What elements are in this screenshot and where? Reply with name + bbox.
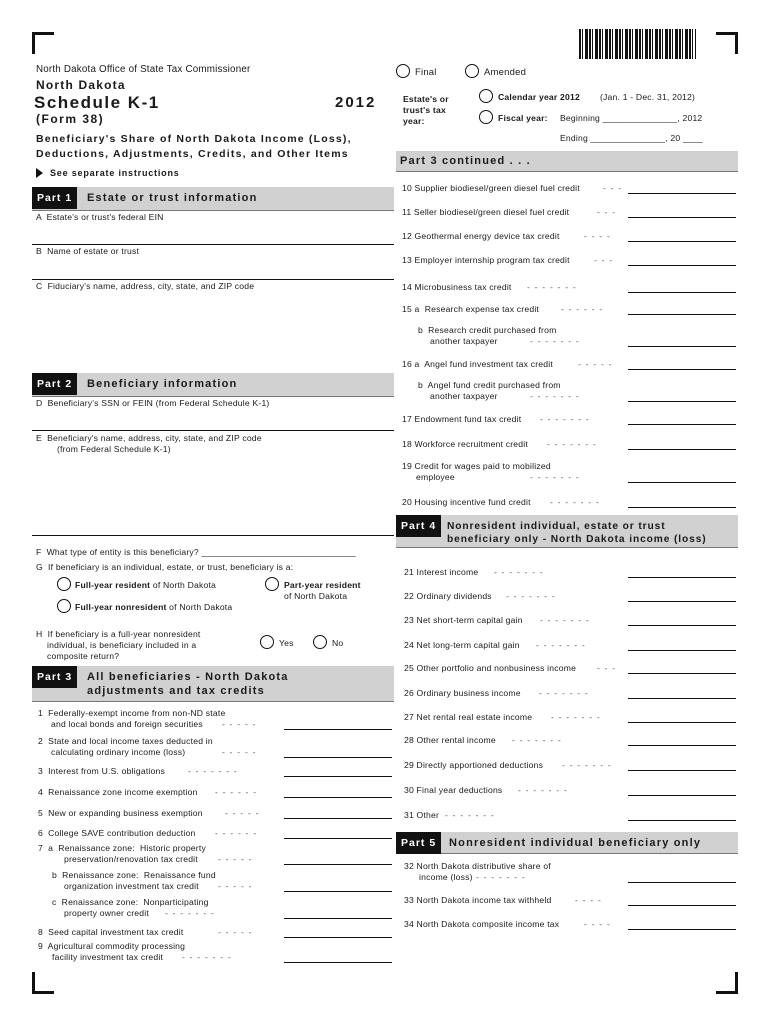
line-item-label: 11 Seller biodiesel/green diesel fuel credit [402,207,570,217]
leader-dots: - - - - - - - [536,640,586,650]
leader-dots: - - - - - - - [540,615,590,625]
tax-year-label-2: trust's tax [403,105,446,115]
amount-field[interactable] [628,722,736,723]
line-item-label: 19 Credit for wages paid to mobilized [402,461,551,471]
leader-dots: - - - [594,255,614,265]
line-item-label-continued: organization investment tax credit [64,881,199,891]
corner-mark-top-right [716,32,738,54]
amount-field[interactable] [284,838,392,839]
state-name: North Dakota [36,78,126,92]
amount-field[interactable] [628,625,736,626]
field-d-label: D Beneficiary's SSN or FEIN (from Federal Schedule K-1) [36,398,270,408]
corner-mark-top-left [32,32,54,54]
tax-year: 2012 [335,94,377,111]
barcode [579,29,696,59]
leader-dots: - - - [597,207,617,217]
leader-dots: - - - - - - - [530,336,580,346]
line-item-label: 8 Seed capital investment tax credit [38,927,184,937]
form-subtitle-1: Beneficiary's Share of North Dakota Income (Loss), [36,133,352,145]
amount-field[interactable] [628,820,736,821]
arrow-right-icon [36,168,43,178]
line-item-label-continued: another taxpayer [430,391,498,401]
amount-field[interactable] [628,577,736,578]
leader-dots: - - - - - - - [188,766,238,776]
amount-field[interactable] [628,698,736,699]
line-item-label-continued: calculating ordinary income (loss) [51,747,186,757]
line-item-label: b Research credit purchased from [418,325,557,335]
line-item-label-continued: employee [416,472,455,482]
field-c-label: C Fiduciary's name, address, city, state, and ZIP code [36,281,255,291]
amount-field[interactable] [284,918,392,919]
line-item-label: 25 Other portfolio and nonbusiness income [404,663,577,673]
leader-dots: - - - - - - - [530,391,580,401]
part4-title-1: Nonresident individual, estate or trust [447,521,666,532]
calendar-year-label: Calendar year 2012 [498,92,580,102]
composite-yes-radio[interactable] [260,635,274,649]
line-item-label: 17 Endowment fund tax credit [402,414,522,424]
leader-dots: - - - - - - - [547,439,597,449]
line-item-label-continued: another taxpayer [430,336,498,346]
line-item-label: 20 Housing incentive fund credit [402,497,531,507]
amount-field[interactable] [628,241,736,242]
leader-dots: - - - - - - - [550,497,600,507]
leader-dots: - - - - - - - [506,591,556,601]
amount-field[interactable] [628,369,736,370]
form-title: Schedule K-1 [34,93,160,112]
amount-field[interactable] [628,929,736,930]
part1-tag: Part 1 [32,187,77,209]
line-item-label: 13 Employer internship program tax credit [402,255,570,265]
corner-mark-bottom-right [716,972,738,994]
corner-mark-bottom-left [32,972,54,994]
full-year-resident-label [75,580,216,591]
line-item-label: 2 State and local income taxes deducted in [38,736,213,746]
final-radio[interactable] [396,64,410,78]
part-year-resident-label-2: of North Dakota [284,591,348,601]
composite-yes-label: Yes [279,638,294,648]
fiscal-beginning-field[interactable]: Beginning _______________, 2012 [560,113,703,123]
line-item-label: 23 Net short-term capital gain [404,615,523,625]
field-h-label-2: individual, is beneficiary included in a [47,640,197,650]
leader-dots: - - - - - - - [476,872,526,882]
line-item-label-continued: income (loss) [419,872,473,882]
amount-field[interactable] [284,818,392,819]
amount-field[interactable] [628,449,736,450]
line-item-label: 29 Directly apportioned deductions [404,760,544,770]
divider [32,430,394,431]
leader-dots: - - - - - - - [530,472,580,482]
part3-tag: Part 3 [32,666,77,688]
line-item-label: b Angel fund credit purchased from [418,380,561,390]
form-number: (Form 38) [36,112,105,126]
leader-dots: - - - - - - - [551,712,601,722]
line-item-label-continued: and local bonds and foreign securities [51,719,203,729]
leader-dots: - - - [603,183,623,193]
leader-dots: - - - - - [578,359,613,369]
amount-field[interactable] [628,650,736,651]
part3-title-1: All beneficiaries - North Dakota [87,671,289,683]
tax-year-label-1: Estate's or [403,94,449,104]
leader-dots: - - - - [584,919,612,929]
line-item-label-continued: facility investment tax credit [52,952,164,962]
amount-field[interactable] [628,292,736,293]
full-year-nonresident-radio[interactable] [57,599,71,613]
tax-year-label-3: year: [403,116,425,126]
amount-field[interactable] [628,673,736,674]
full-year-nonresident-label [75,602,232,613]
line-item-label-continued: preservation/renovation tax credit [64,854,198,864]
line-item-label: 27 Net rental real estate income [404,712,533,722]
leader-dots: - - - - - - [215,828,258,838]
full-year-resident-radio[interactable] [57,577,71,591]
line-item-label: 14 Microbusiness tax credit [402,282,512,292]
field-a-label: A Estate's or trust's federal EIN [36,212,164,222]
leader-dots: - - - - - - [215,787,258,797]
amount-field[interactable] [628,795,736,796]
field-h-label: H If beneficiary is a full-year nonresident [36,629,201,639]
divider [32,535,394,536]
amount-field[interactable] [284,891,392,892]
amount-field[interactable] [628,265,736,266]
field-g-label: G If beneficiary is an individual, estate, or trust, beneficiary is a: [36,562,294,572]
full-year-nonresident-rest: of North Dakota [166,602,233,612]
part2-title: Beneficiary information [87,378,238,390]
line-item-label: 9 Agricultural commodity processing [38,941,186,951]
full-year-resident-bold: Full-year resident [75,580,151,590]
part-year-resident-radio[interactable] [265,577,279,591]
line-item-label: 28 Other rental income [404,735,496,745]
amount-field[interactable] [284,864,392,865]
leader-dots: - - - - - - - [518,785,568,795]
line-item-label: 6 College SAVE contribution deduction [38,828,196,838]
leader-dots: - - - - [584,231,612,241]
composite-no-radio[interactable] [313,635,327,649]
amount-field[interactable] [284,937,392,938]
line-item-label: 33 North Dakota income tax withheld [404,895,552,905]
amount-field[interactable] [628,601,736,602]
fiscal-ending-field[interactable]: Ending _______________, 20 ____ [560,133,703,143]
full-year-nonresident-bold: Full-year nonresident [75,602,167,612]
line-item-label: 34 North Dakota composite income tax [404,919,560,929]
amount-field[interactable] [628,882,736,883]
amount-field[interactable] [284,776,392,777]
fiscal-year-label: Fiscal year: [498,113,548,123]
leader-dots: - - - - - - - [527,282,577,292]
line-item-label: 10 Supplier biodiesel/green diesel fuel credit [402,183,580,193]
part3-title-2: adjustments and tax credits [87,685,265,697]
amount-field[interactable] [628,193,736,194]
instructions-note: See separate instructions [50,168,180,178]
amount-field[interactable] [628,770,736,771]
line-item-label: 31 Other [404,810,440,820]
final-label: Final [415,67,437,78]
line-item-label: c Renaissance zone: Nonparticipating [52,897,209,907]
leader-dots: - - - - - - - [494,567,544,577]
line-item-label: 7 a Renaissance zone: Historic property [38,843,206,853]
amount-field[interactable] [628,905,736,906]
leader-dots: - - - - - - - [540,414,590,424]
part4-title-2: beneficiary only - North Dakota income (loss) [447,534,707,545]
line-item-label-continued: property owner credit [64,908,149,918]
leader-dots: - - - - - - - [445,810,495,820]
leader-dots: - - - - - [225,808,260,818]
field-e-label: E Beneficiary's name, address, city, state, and ZIP code [36,433,262,443]
part4-tag: Part 4 [396,515,441,537]
amount-field[interactable] [628,217,736,218]
amount-field[interactable] [628,346,736,347]
amount-field[interactable] [628,401,736,402]
leader-dots: - - - - - [222,747,257,757]
calendar-year-radio[interactable] [479,89,493,103]
field-e-label-2: (from Federal Schedule K-1) [57,444,171,454]
amount-field[interactable] [628,424,736,425]
agency-name: North Dakota Office of State Tax Commissioner [36,64,251,75]
leader-dots: - - - - - - - [512,735,562,745]
amount-field[interactable] [284,962,392,963]
leader-dots: - - - - - [218,927,253,937]
line-item-label: b Renaissance zone: Renaissance fund [52,870,216,880]
leader-dots: - - - - - [218,854,253,864]
line-item-label: 18 Workforce recruitment credit [402,439,528,449]
line-item-label: 16 a Angel fund investment tax credit [402,359,553,369]
composite-no-label: No [332,638,344,648]
line-item-label: 1 Federally-exempt income from non-ND state [38,708,226,718]
leader-dots: - - - - - - - [182,952,232,962]
leader-dots: - - - - - [218,881,253,891]
full-year-resident-rest: of North Dakota [150,580,217,590]
line-item-label: 30 Final year deductions [404,785,503,795]
leader-dots: - - - - - - - [539,688,589,698]
amount-field[interactable] [628,507,736,508]
leader-dots: - - - - [575,895,603,905]
line-item-label: 3 Interest from U.S. obligations [38,766,165,776]
part5-title: Nonresident individual beneficiary only [449,837,702,849]
leader-dots: - - - - - - - [165,908,215,918]
form-subtitle-2: Deductions, Adjustments, Credits, and Other Items [36,148,349,160]
line-item-label: 5 New or expanding business exemption [38,808,203,818]
field-f-label[interactable]: F What type of entity is this beneficiary? _______________________________ [36,547,356,557]
amended-radio[interactable] [465,64,479,78]
amount-field[interactable] [284,729,392,730]
line-item-label: 15 a Research expense tax credit [402,304,540,314]
field-h-label-3: composite return? [47,651,120,661]
field-b-label: B Name of estate or trust [36,246,140,256]
line-item-label: 21 Interest income [404,567,479,577]
leader-dots: - - - - - - [561,304,604,314]
amount-field[interactable] [284,797,392,798]
amount-field[interactable] [284,757,392,758]
calendar-year-range: (Jan. 1 - Dec. 31, 2012) [600,92,696,102]
leader-dots: - - - - - [222,719,257,729]
line-item-label: 32 North Dakota distributive share of [404,861,551,871]
part-year-resident-label: Part-year resident [284,580,361,590]
part3-continued-title: Part 3 continued . . . [400,155,531,167]
line-item-label: 12 Geothermal energy device tax credit [402,231,560,241]
amount-field[interactable] [628,745,736,746]
amount-field[interactable] [628,482,736,483]
part1-title: Estate or trust information [87,192,258,204]
line-item-label: 24 Net long-term capital gain [404,640,520,650]
line-item-label: 4 Renaissance zone income exemption [38,787,198,797]
part5-tag: Part 5 [396,832,441,854]
fiscal-year-radio[interactable] [479,110,493,124]
leader-dots: - - - [597,663,617,673]
part2-tag: Part 2 [32,373,77,395]
line-item-label: 22 Ordinary dividends [404,591,492,601]
divider [32,244,394,245]
leader-dots: - - - - - - - [562,760,612,770]
line-item-label: 26 Ordinary business income [404,688,521,698]
amended-label: Amended [484,67,527,78]
divider [32,279,394,280]
amount-field[interactable] [628,314,736,315]
